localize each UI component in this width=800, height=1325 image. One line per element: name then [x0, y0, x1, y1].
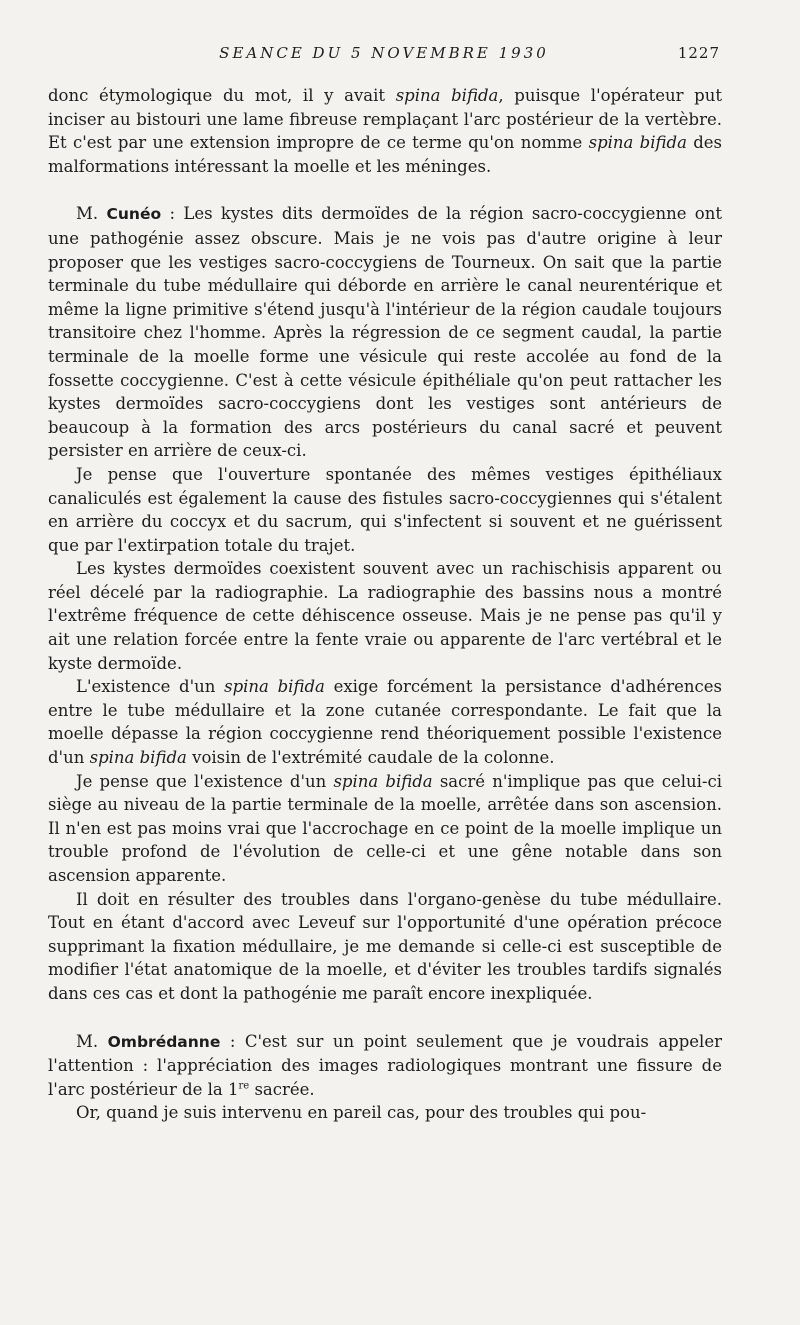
text-run: Je pense que l'existence d'un: [76, 771, 334, 791]
paragraph: Il doit en résulter des troubles dans l'organo-genèse du tube médullaire. Tout en étant d'accord avec Leveuf sur l'opportunité d'une opération précoce supprimant la fixation médullaire, je me demande si celle-ci est susceptible de modifier l'état anatomique de la moelle, et d'éviter les troubles tardifs signalés dans ces cas et dont la pathogénie me paraît encore inexpliquée.: [48, 889, 722, 1003]
text-run: , puisque l'opérateur put inciser au bistouri une lame fibreuse remplaçant l'arc postérieur de la vertèbre. Et c'est par une extension impropre de ce terme qu'on nomme: [48, 86, 722, 153]
italic-term: spina bifida: [224, 677, 325, 697]
speaker-prefix: M.: [76, 1031, 108, 1051]
paragraph: Or, quand je suis intervenu en pareil cas, pour des troubles qui pou-: [76, 1103, 647, 1123]
paragraph: Je pense que l'ouverture spontanée des mêmes vestiges épithéliaux canaliculés est également la cause des fistules sacro-coccygiennes qui s'étalent en arrière du coccyx et du sacrum, qui s'infectent si souvent et ne guérissent que par l'extirpation totale du trajet.: [48, 464, 722, 555]
text-run: exige forcément la persistance d'adhérences entre le tube médullaire et la zone cutanée correspondante. Le fait que la moelle dépasse la région coccygienne rend théoriquement possible l'existence d'un: [48, 677, 722, 768]
text-run: L'existence d'un: [76, 677, 225, 697]
speaker-name: Cunéo: [106, 205, 162, 224]
paragraph-continuation: [48, 84, 722, 178]
italic-term: spina bifida: [395, 86, 499, 105]
italic-term: spina bifida: [588, 133, 687, 153]
paragraph: Les kystes dermoïdes coexistent souvent avec un rachischisis apparent ou réel décelé par la radiographie. La radiographie des bassins nous a montré l'extrême fréquence de cette déhiscence osseuse. Mais je ne pense pas qu'il y ait une relation forcée entre la fente vraie ou apparente de l'arc vertébral et le kyste dermoïde.: [48, 559, 722, 673]
speaker-name: Ombrédanne: [107, 1032, 221, 1051]
paragraph: [48, 770, 722, 888]
text-run: sacré n'implique pas que celui-ci siège au niveau de la partie terminale de la moelle, arrêtée dans son ascension. Il n'en est pas moins vrai que l'accrochage en ce point de la moelle implique un trouble profond de l'évolution de celle-ci et une gêne notable dans son ascension apparente.: [48, 771, 722, 885]
text-run: sacrée.: [249, 1079, 315, 1099]
text-run: des malformations intéressant la moelle et les méninges.: [48, 133, 723, 176]
italic-term: spina bifida: [333, 771, 433, 791]
speaker-prefix: M.: [76, 204, 107, 224]
page-number: 1227: [677, 44, 720, 62]
paragraph: [48, 675, 722, 769]
text-run: : C'est sur un point seulement que je voudrais appeler l'attention : l'appréciation des images radiologiques montrant une fissure de l'arc postérieur de la 1: [48, 1031, 722, 1099]
body-text: [48, 84, 722, 1125]
text-run: : Les kystes dits dermoïdes de la région sacro-coccygienne ont une pathogénie assez obscure. Mais je ne vois pas d'autre origine à leur proposer que les vestiges sacro-coccygiens de Tourneux. On sait que la partie terminale du tube médullaire qui déborde en arrière le canal neurentérique et même la ligne primitive s'étend jusqu'à l'intérieur de la région caudale toujours transitoire chez l'homme. Après la régression de ce segment caudal, la partie terminale de la moelle forme une vésicule qui reste accolée au fond de la fossette coccygienne. C'est à cette vésicule épithéliale qu'on peut rattacher les kystes dermoïdes sacro-coccygiens dont les vestiges sont antérieurs de beaucoup à la formation des arcs postérieurs du canal sacré et peuvent persister en arrière de ceux-ci.: [48, 204, 722, 461]
italic-term: spina bifida: [89, 748, 187, 768]
running-head: SEANCE DU 5 NOVEMBRE 1930: [219, 44, 549, 62]
text-run: donc étymologique du mot, il y avait: [48, 86, 396, 105]
page-header: [48, 44, 720, 70]
text-run: voisin de l'extrémité caudale de la colonne.: [186, 748, 555, 768]
superscript: re: [238, 1080, 250, 1092]
paragraph-cuneo: [48, 202, 722, 463]
paragraph-ombredanne: [48, 1030, 722, 1102]
